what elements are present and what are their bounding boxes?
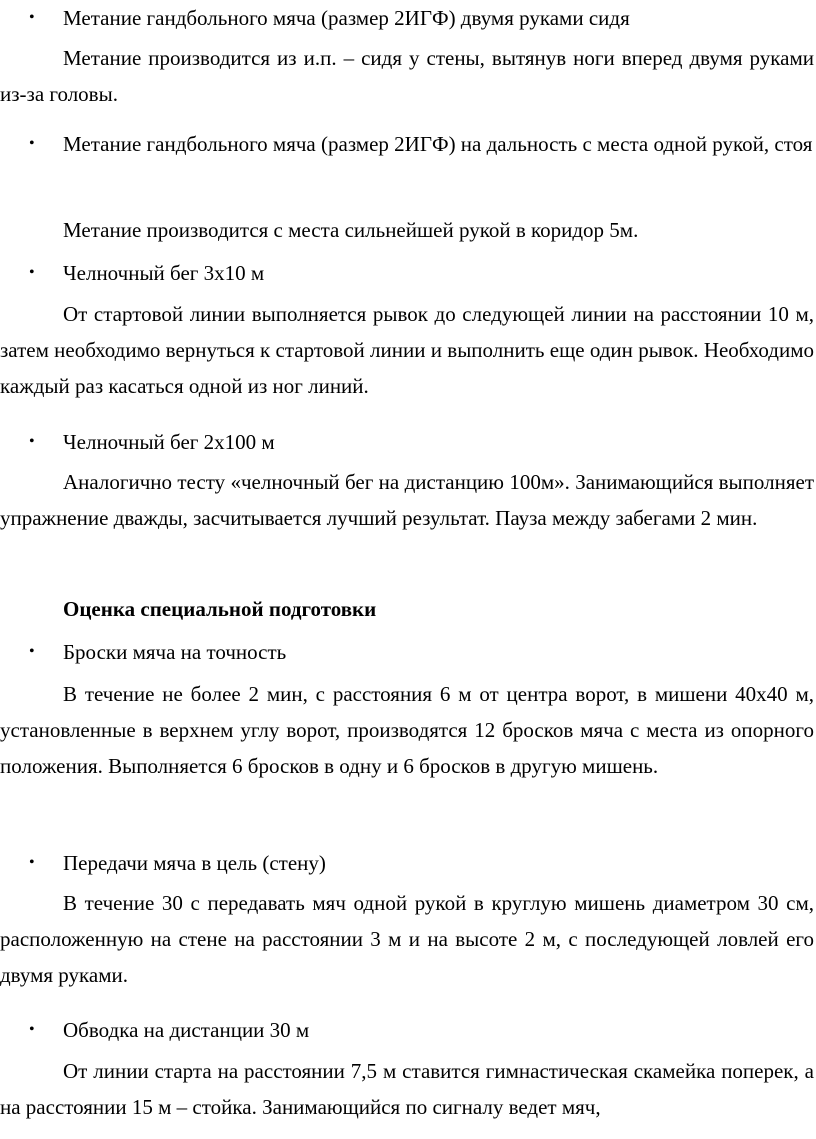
list-item-text: Челночный бег 3х10 м bbox=[63, 261, 265, 285]
list-item-text: Челночный бег 2х100 м bbox=[63, 430, 275, 454]
paragraph-shuttle-run-3x10-description: От стартовой линии выполняется рывок до следующей линии на расстоянии 10 м, затем необходимо вернуться к стартовой линии и выполнить еще один рывок. Необходимо каждый раз касаться одной из ног линий. bbox=[0, 302, 814, 398]
list-item-text: Броски мяча на точность bbox=[63, 640, 287, 664]
paragraph-shuttle-run-2x100-description: Аналогично тесту «челночный бег на дистанцию 100м». Занимающийся выполняет упражнение дважды, засчитывается лучший результат. Пауза между забегами 2 мин. bbox=[0, 470, 814, 530]
paragraph-dribbling-30m-description: От линии старта на расстоянии 7,5 м ставится гимнастическая скамейка поперек, а на расстоянии 15 м – стойка. Занимающийся по сигналу ведет мяч, bbox=[0, 1059, 814, 1119]
paragraph-ball-pass-target-description: В течение 30 с передавать мяч одной рукой в круглую мишень диаметром 30 см, расположенную на стене на расстоянии 3 м и на высоте 2 м, с последующей ловлей его двумя руками. bbox=[0, 891, 814, 987]
paragraph-throw-distance-description: Метание производится с места сильнейшей рукой в коридор 5м. bbox=[63, 218, 639, 242]
list-item-text: Передачи мяча в цель (стену) bbox=[63, 851, 326, 875]
section-heading-special-training: Оценка специальной подготовки bbox=[63, 597, 377, 621]
list-item-text: Метание гандбольного мяча (размер 2ИГФ) двумя руками сидя bbox=[63, 6, 630, 30]
list-item-text: Обводка на дистанции 30 м bbox=[63, 1018, 310, 1042]
paragraph-ball-throw-accuracy-description: В течение не более 2 мин, с расстояния 6 м от центра ворот, в мишени 40х40 м, установленные в верхнем углу ворот, производятся 12 бросков мяча с места из опорного положения. Выполняется 6 бросков в одну и 6 бросков в другую мишень. bbox=[0, 682, 814, 778]
list-item-text: Метание гандбольного мяча (размер 2ИГФ) на дальность с места одной рукой, стоя bbox=[63, 132, 813, 156]
paragraph-throw-sitting-description: Метание производится из и.п. – сидя у стены, вытянув ноги вперед двумя руками из-за головы. bbox=[0, 46, 814, 106]
